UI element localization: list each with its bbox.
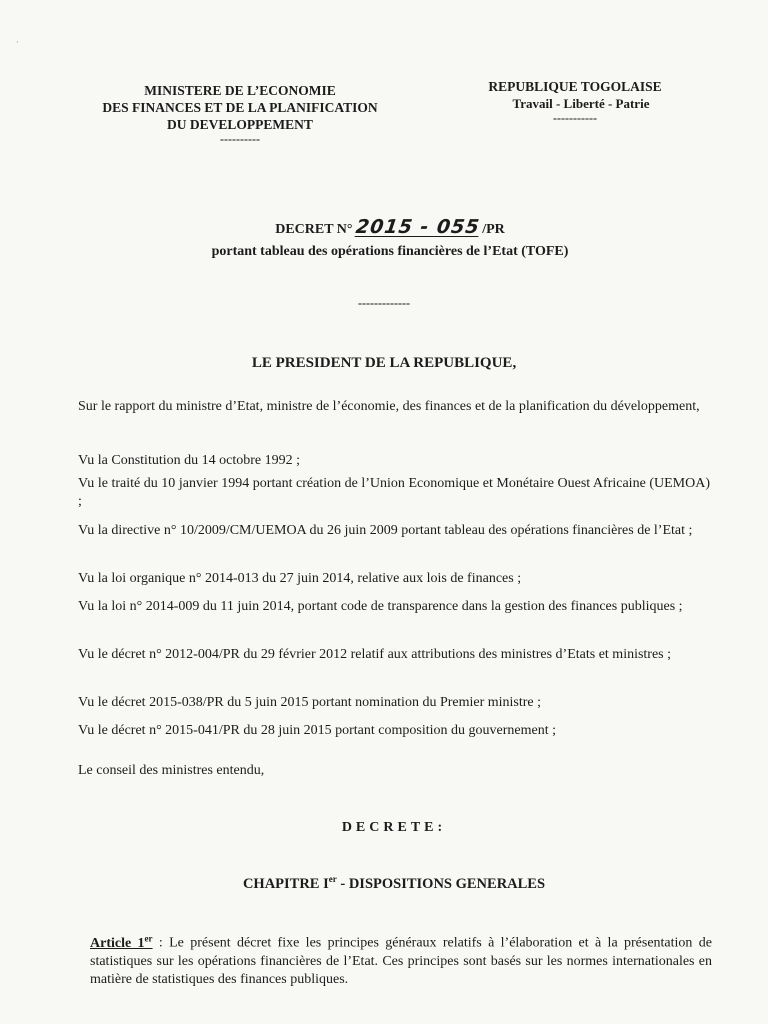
visa-directive [78,522,710,540]
visa-decret-gouvernement [78,722,710,740]
section-separator: ------------- [358,296,410,310]
chapter-heading [0,874,768,893]
visa-text: Vu la directive n° 10/2009/CM/UEMOA du 26 juin 2009 portant tableau des opérations financières de l’Etat ; [78,523,693,538]
visa-text: Vu la loi organique n° 2014-013 du 27 juin 2014, relative aux lois de finances ; [78,571,522,586]
visa-text: Vu le décret n° 2015-041/PR du 28 juin 2015 portant composition du gouvernement ; [78,723,556,738]
republic-motto: Travail - Liberté - Patrie [512,96,650,111]
visa-traite [78,475,710,511]
ministry-line-3: DU DEVELOPPEMENT [167,117,313,132]
republic-name: REPUBLIQUE TOGOLAISE [488,79,662,94]
visa-text: Le conseil des ministres entendu, [78,763,265,778]
decree-subject: portant tableau des opérations financières de l’Etat (TOFE) [211,244,569,259]
chapter-title: - DISPOSITIONS GENERALES [336,875,546,892]
chapter-prefix: CHAPITRE I [242,875,329,892]
visa-text: Sur le rapport du ministre d’Etat, ministre de l’économie, des finances et de la planification du développement, [78,399,700,414]
visa-decret-nomination [78,694,710,712]
decree-title [140,217,640,262]
visa-text: Vu la Constitution du 14 octobre 1992 ; [78,453,300,468]
visa-text: Vu le décret 2015-038/PR du 5 juin 2015 portant nomination du Premier ministre ; [78,695,542,710]
visa-loi-organique [78,570,710,588]
republic-header [455,78,695,124]
visa-decret-attributions [78,646,710,664]
ministry-separator: ---------- [220,132,260,146]
visa-text: Vu la loi n° 2014-009 du 11 juin 2014, portant code de transparence dans la gestion des finances publiques ; [78,599,683,614]
republic-separator: ----------- [553,111,597,125]
ministry-header [60,82,420,145]
visa-loi-transparence [78,598,710,616]
visa-text: Vu le décret n° 2012-004/PR du 29 février 2012 relatif aux attributions des ministres d’Etats et ministres ; [78,647,672,662]
visa-text: Vu le traité du 10 janvier 1994 portant création de l’Union Economique et Monétaire Ouest Africaine (UEMOA) ; [78,476,710,509]
ministry-line-2: DES FINANCES ET DE LA PLANIFICATION [102,100,378,115]
president-heading: LE PRESIDENT DE LA REPUBLIQUE, [251,355,517,371]
decree-number-handwritten: 2015 - 055 [353,216,481,238]
ministry-line-1: MINISTERE DE L’ECONOMIE [144,83,336,98]
decree-prefix: DECRET N° [275,222,353,237]
decree-suffix: /PR [482,222,505,237]
conseil-ministres [78,762,710,780]
chapter-ordinal: er [328,874,337,884]
decrete-heading: DECRETE: [341,820,447,835]
visa-rapport [78,398,710,416]
corner-mark: · [16,38,19,47]
article-1-label: Article 1er [90,933,153,951]
article-1 [90,929,712,989]
visa-constitution [78,452,710,470]
article-1-text: : Le présent décret fixe les principes généraux relatifs à l’élaboration et à la présentation de statistiques sur les opérations financières de l’Etat. Ces principes sont basés sur les normes internationales en matière de statistiques des finances publiques. [90,935,712,987]
